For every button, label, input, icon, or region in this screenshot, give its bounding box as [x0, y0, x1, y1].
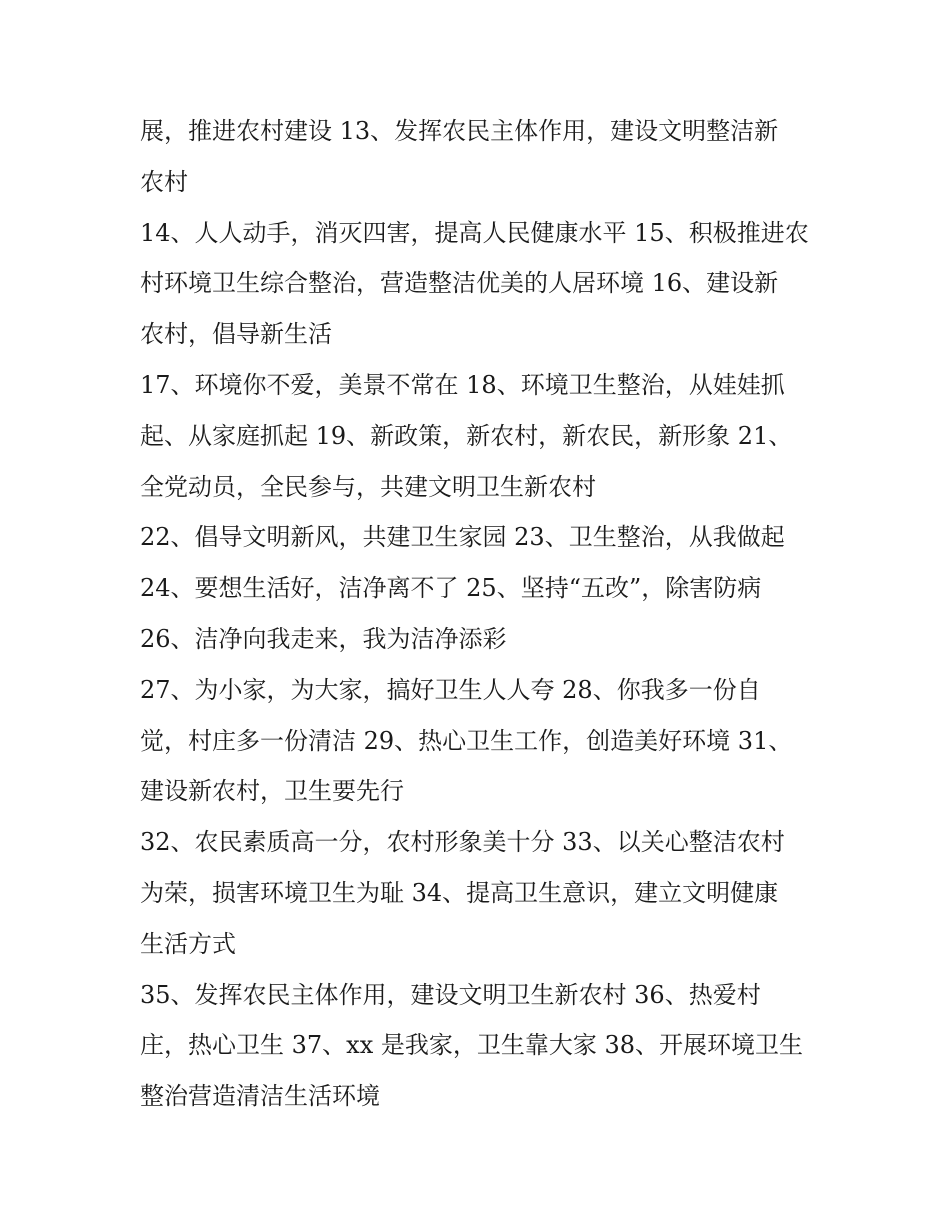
text-line: 整治营造清洁生活环境	[140, 1082, 380, 1111]
text-line: 24、要想生活好，洁净离不了 25、坚持“五改”，除害防病	[140, 574, 762, 603]
text-line: 村环境卫生综合整治，营造整洁优美的人居环境 16、建设新	[140, 269, 779, 298]
text-line: 庄，热心卫生 37、xx 是我家，卫生靠大家 38、开展环境卫生	[140, 1031, 804, 1060]
text-line: 26、洁净向我走来，我为洁净添彩	[140, 624, 507, 653]
text-line: 生活方式	[140, 929, 236, 958]
text-line: 35、发挥农民主体作用，建设文明卫生新农村 36、热爱村	[140, 980, 761, 1009]
slogan-text-block	[140, 106, 830, 1122]
text-line: 建设新农村，卫生要先行	[140, 777, 404, 806]
text-line: 农村，倡导新生活	[140, 320, 332, 349]
text-line: 27、为小家，为大家，搞好卫生人人夸 28、你我多一份自	[140, 675, 761, 704]
text-line: 14、人人动手，消灭四害，提高人民健康水平 15、积极推进农	[140, 218, 809, 247]
text-line: 农村	[140, 167, 188, 196]
text-line: 为荣，损害环境卫生为耻 34、提高卫生意识，建立文明健康	[140, 878, 779, 907]
text-line: 32、农民素质高一分，农村形象美十分 33、以关心整洁农村	[140, 828, 785, 857]
text-line: 全党动员，全民参与，共建文明卫生新农村	[140, 472, 596, 501]
text-line: 22、倡导文明新风，共建卫生家园 23、卫生整治，从我做起	[140, 523, 785, 552]
text-line: 展，推进农村建设 13、发挥农民主体作用，建设文明整洁新	[140, 117, 779, 145]
text-line: 17、环境你不爱，美景不常在 18、环境卫生整治，从娃娃抓	[140, 370, 785, 399]
text-line: 觉，村庄多一份清洁 29、热心卫生工作，创造美好环境 31、	[140, 726, 793, 755]
text-line: 起、从家庭抓起 19、新政策，新农村，新农民，新形象 21、	[140, 421, 793, 450]
